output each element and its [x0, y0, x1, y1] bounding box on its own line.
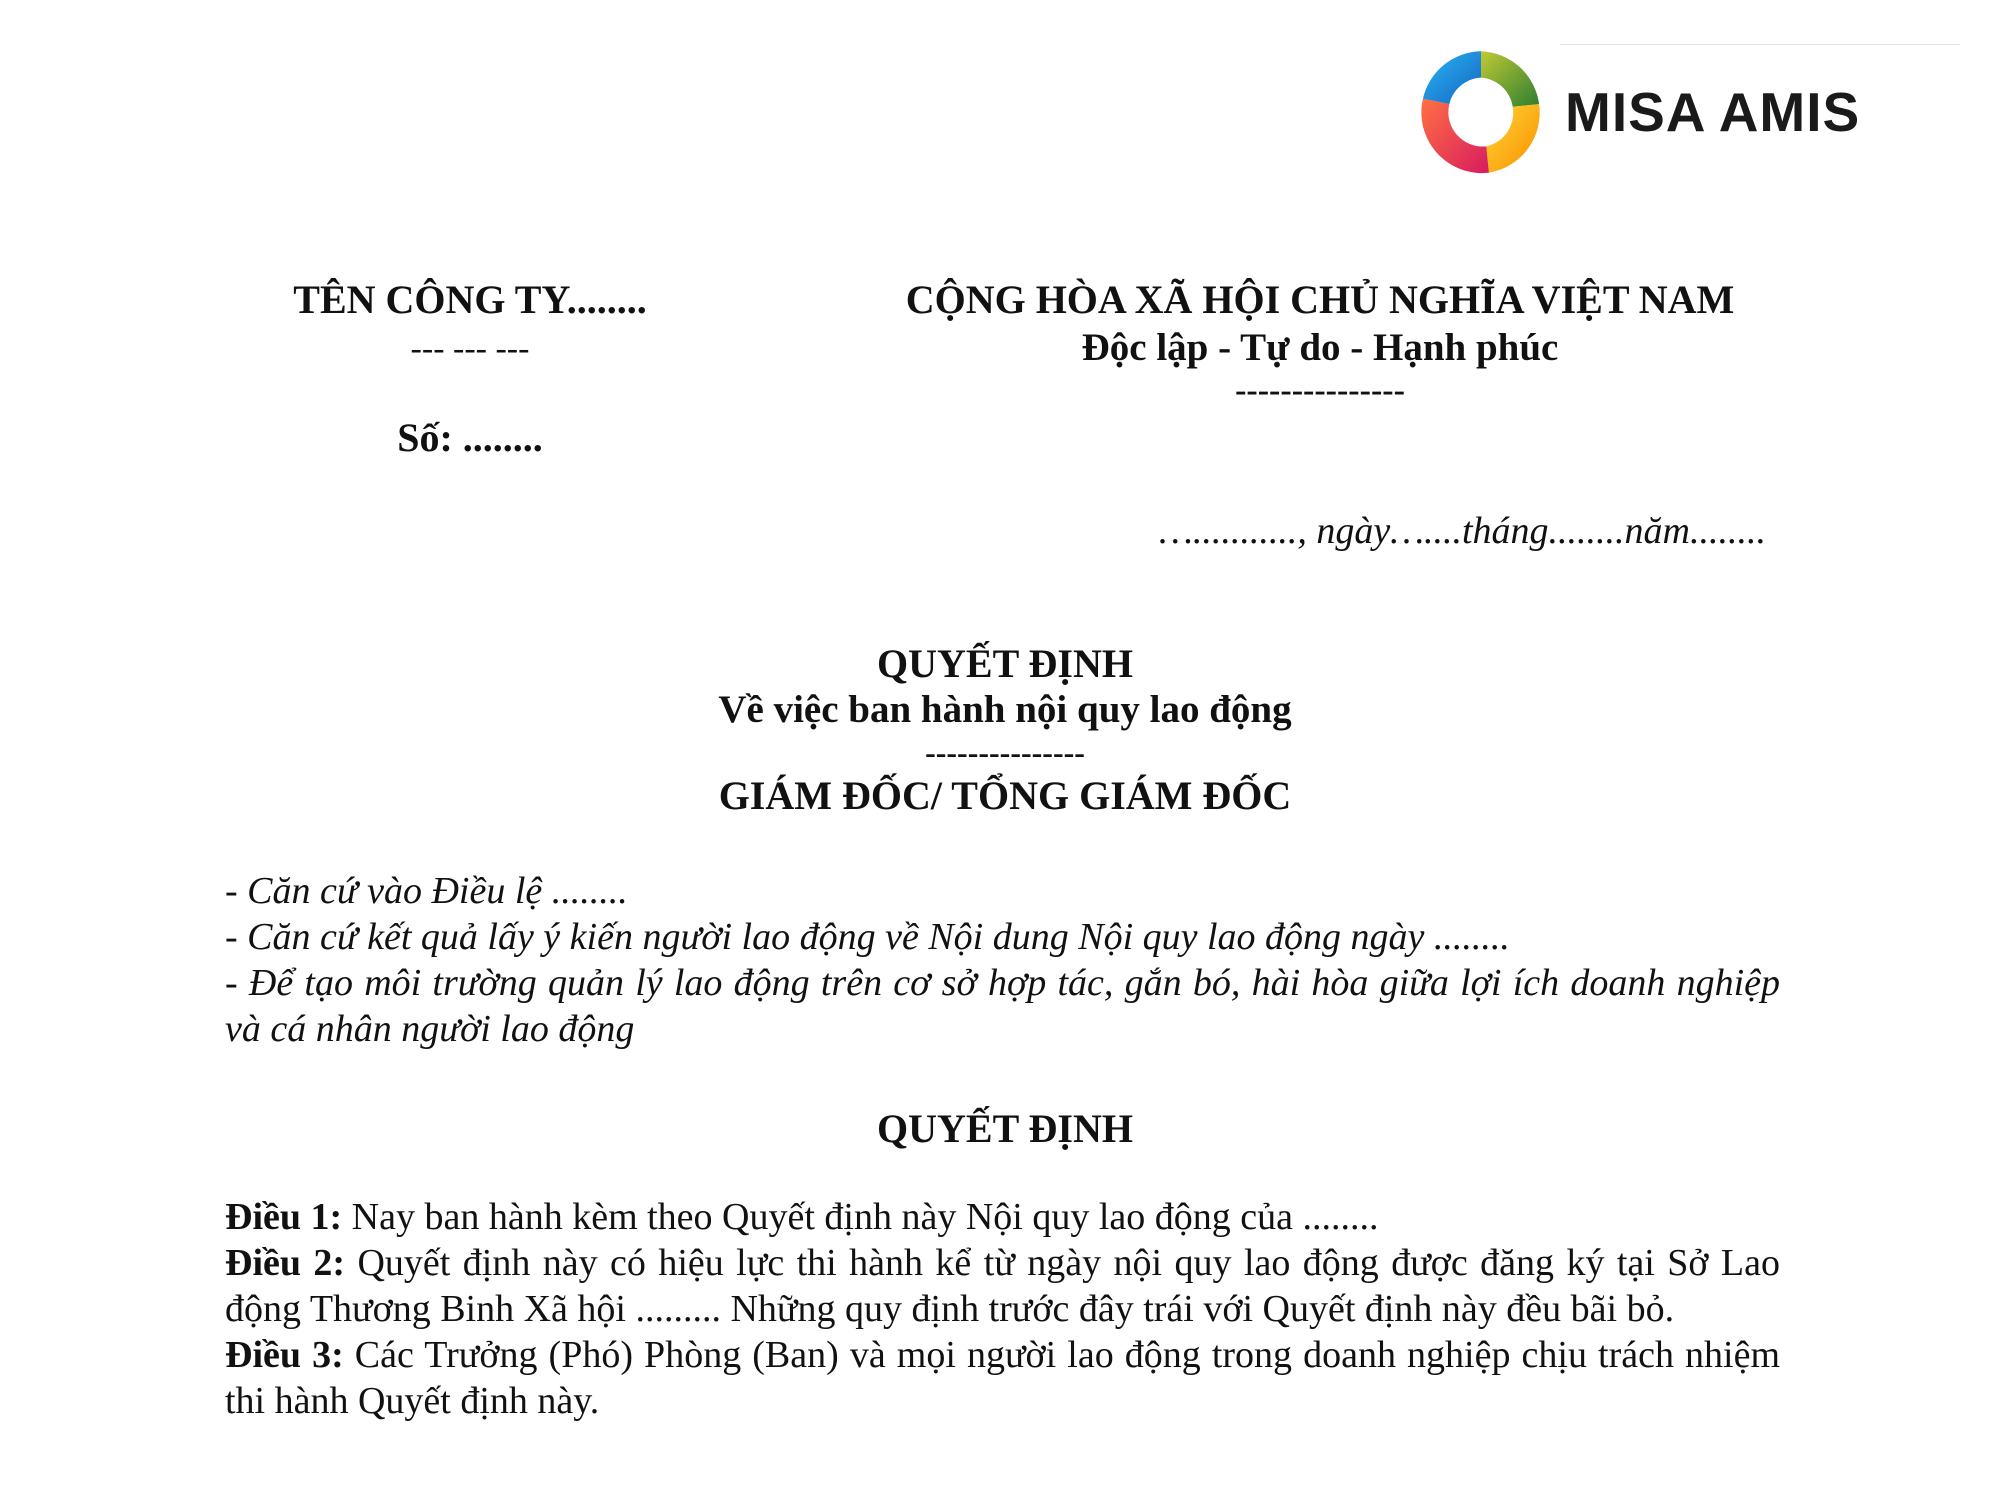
place-date-line: …..........., ngày…....tháng........năm........ — [1159, 510, 1766, 552]
misa-amis-logo-icon — [1415, 46, 1547, 178]
article-label: Điều 1: — [225, 1196, 343, 1238]
article-label: Điều 2: — [225, 1242, 346, 1284]
article-text: Nay ban hành kèm theo Quyết định này Nội quy lao động của ........ — [342, 1196, 1379, 1238]
preamble-line: - Căn cứ vào Điều lệ ........ — [225, 870, 628, 912]
document-title-block — [225, 640, 1785, 820]
national-header — [770, 273, 1870, 413]
document-heading: QUYẾT ĐỊNH — [877, 641, 1133, 686]
articles — [225, 1194, 1780, 1424]
company-separator: --- --- --- — [410, 330, 530, 367]
preamble-line: - Để tạo môi trường quản lý lao động trên cơ sở hợp tác, gắn bó, hài hòa giữa lợi ích doanh nghiệp và cá nhân người lao động — [225, 962, 1780, 1050]
country-title: CỘNG HÒA XÃ HỘI CHỦ NGHĨA VIỆT NAM — [905, 277, 1735, 322]
company-header — [250, 273, 690, 371]
brand-logo — [1415, 42, 1895, 182]
article-1 — [225, 1194, 1780, 1240]
motto-separator: --------------- — [1235, 372, 1405, 409]
article-text: Các Trưởng (Phó) Phòng (Ban) và mọi người lao động trong doanh nghiệp chịu trách nhiệm thi hành Quyết định này. — [225, 1334, 1781, 1422]
article-text: Quyết định này có hiệu lực thi hành kể từ ngày nội quy lao động được đăng ký tại Sở Lao động Thương Binh Xã hội ......... Những quy định trước đây trái với Quyết định này đều bãi bỏ. — [225, 1242, 1780, 1330]
brand-name: MISA AMIS — [1565, 81, 1861, 143]
title-separator: --------------- — [925, 734, 1085, 770]
preamble-line: - Căn cứ kết quả lấy ý kiến người lao động về Nội dung Nội quy lao động ngày ........ — [225, 916, 1510, 958]
document-number: Số: ........ — [397, 415, 543, 460]
article-label: Điều 3: — [225, 1334, 344, 1376]
issuing-authority: GIÁM ĐỐC/ TỔNG GIÁM ĐỐC — [718, 773, 1292, 818]
preamble — [225, 868, 1780, 1052]
article-3 — [225, 1332, 1780, 1424]
decision-heading: QUYẾT ĐỊNH — [877, 1106, 1133, 1151]
national-motto: Độc lập - Tự do - Hạnh phúc — [1081, 326, 1559, 369]
article-2 — [225, 1240, 1780, 1332]
document-subject: Về việc ban hành nội quy lao động — [718, 688, 1292, 731]
company-name: TÊN CÔNG TY........ — [293, 277, 647, 322]
